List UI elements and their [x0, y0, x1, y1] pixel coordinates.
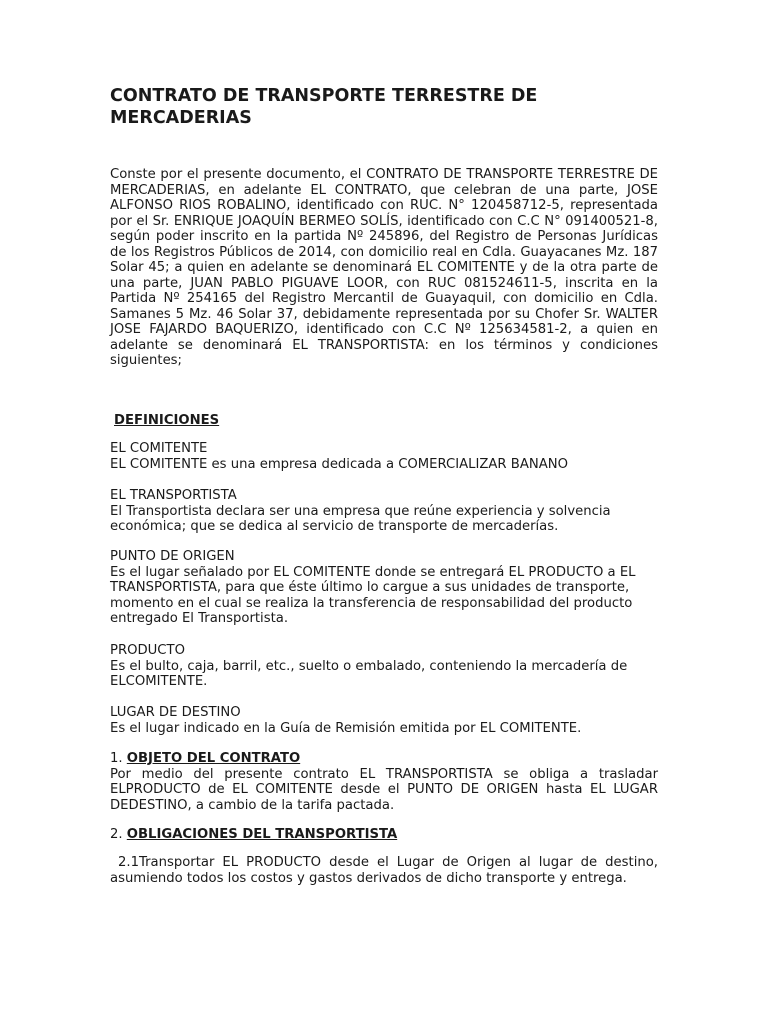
section-1-heading [110, 751, 658, 767]
definition-text: Es el bulto, caja, barril, etc., suelto o embalado, conteniendo la mercadería de ELCOMITENTE. [110, 658, 628, 689]
section-1 [110, 751, 658, 813]
definitions-heading [114, 413, 662, 429]
definition-term: EL COMITENTE [110, 441, 208, 456]
section-2 [110, 827, 658, 843]
definition-term: EL TRANSPORTISTA [110, 488, 237, 503]
definition-comitente [110, 441, 658, 472]
definition-text: Es el lugar señalado por EL COMITENTE donde se entregará EL PRODUCTO a EL TRANSPORTISTA, para que éste último lo cargue a sus unidades de transporte, momento en el cual se realiza la transferencia de responsabilidad del producto entregado El Transportista. [110, 564, 636, 626]
definition-text: El Transportista declara ser una empresa que reúne experiencia y solvencia económica; que se dedica al servicio de transporte de mercaderías. [110, 503, 611, 534]
intro-paragraph [110, 167, 658, 369]
section-1-number: 1. [110, 751, 123, 766]
section-1-title: OBJETO DEL CONTRATO [126, 751, 301, 766]
section-2-heading [110, 827, 658, 843]
intro-text: Conste por el presente documento, el CONTRATO DE TRANSPORTE TERRESTRE DE MERCADERIAS, en adelante EL CONTRATO, que celebran de una parte, JOSE ALFONSO RIOS ROBALINO, identificado con RUC. N° 120458712-5, representada por el Sr. ENRIQUE JOAQUÍN BERMEO SOLÍS, identificado con C.C N° 091400521-8, según poder inscrito en la partida Nº 245896, del Registro de Personas Jurídicas de los Registros Públicos de 2014, con domicilio real en Cdla. Guayacanes Mz. 187 Solar 45; a quien en adelante se denominará EL COMITENTE y de la otra parte de una parte, JUAN PABLO PIGUAVE LOOR, con RUC 081524611-5, inscrita en la Partida Nº 254165 del Registro Mercantil de Guayaquil, con domicilio en Cdla. Samanes 5 Mz. 46 Solar 37, debidamente representada por su Chofer Sr. WALTER JOSE FAJARDO BAQUERIZO, identificado con C.C Nº 125634581-2, a quien en adelante se denominará EL TRANSPORTISTA: en los términos y condiciones siguientes; [110, 167, 658, 368]
definition-producto [110, 643, 658, 690]
definitions-heading-text: DEFINICIONES [114, 413, 220, 428]
definition-transportista [110, 488, 658, 535]
section-1-text: Por medio del presente contrato EL TRANSPORTISTA se obliga a trasladar ELPRODUCTO de EL COMITENTE desde el PUNTO DE ORIGEN hasta EL LUGAR DEDESTINO, a cambio de la tarifa pactada. [110, 766, 658, 813]
section-2-number: 2. [110, 827, 123, 842]
definition-term: PRODUCTO [110, 643, 185, 658]
section-2-title: OBLIGACIONES DEL TRANSPORTISTA [126, 827, 398, 842]
definition-text: EL COMITENTE es una empresa dedicada a COMERCIALIZAR BANANO [110, 456, 568, 472]
section-2-text: 2.1Transportar EL PRODUCTO desde el Lugar de Origen al lugar de destino, asumiendo todos los costos y gastos derivados de dicho transporte y entrega. [110, 855, 663, 886]
definition-text: Es el lugar indicado en la Guía de Remisión emitida por EL COMITENTE. [110, 720, 582, 736]
document-title: CONTRATO DE TRANSPORTE TERRESTRE DE MERCADERIAS [110, 86, 538, 128]
definition-punto-de-origen [110, 549, 658, 627]
definition-lugar-de-destino [110, 705, 658, 736]
definition-term: PUNTO DE ORIGEN [110, 549, 235, 564]
definition-term: LUGAR DE DESTINO [110, 705, 241, 720]
